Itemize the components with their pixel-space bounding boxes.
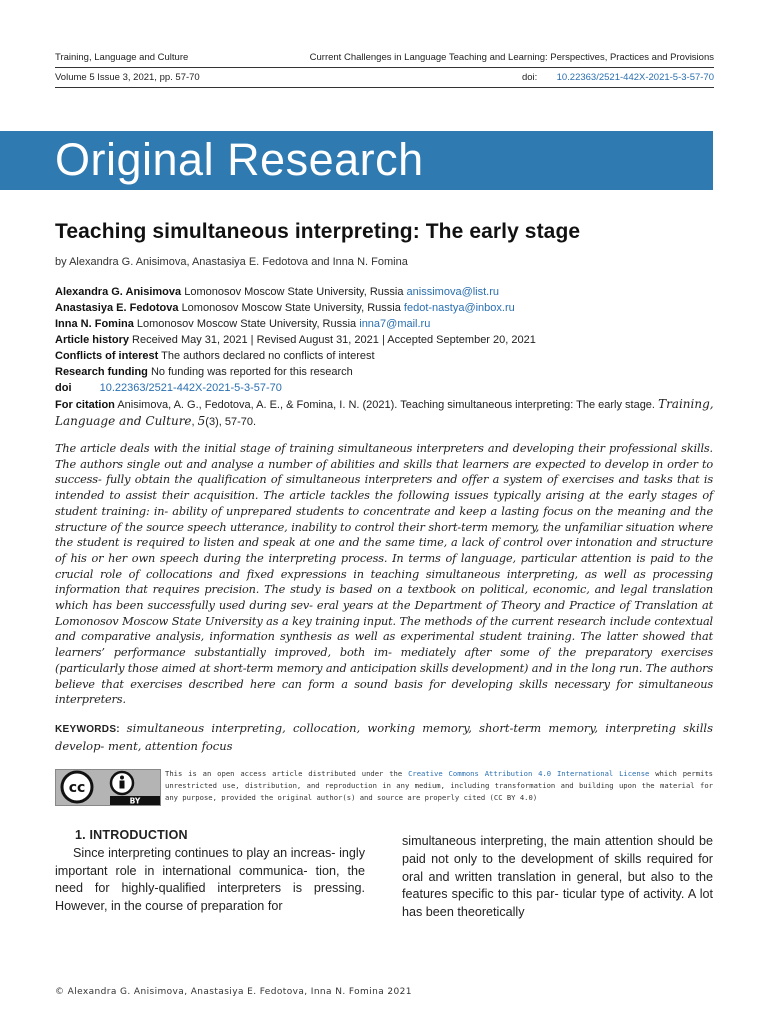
keywords-text: simultaneous interpreting, collocation, working memory, short-term memory, interpreting skills develop- ment, attention focus bbox=[55, 721, 713, 753]
funding-row bbox=[55, 364, 715, 380]
header-doi bbox=[522, 72, 714, 83]
conflicts-row bbox=[55, 348, 715, 364]
cc-by-logo bbox=[56, 770, 160, 805]
doi-row bbox=[55, 380, 715, 396]
citation-text: Anisimova, A. G., Fedotova, A. E., & Fomina, I. N. (2021). Teaching simultaneous interpreting: The early stage. bbox=[117, 399, 655, 411]
license-text bbox=[165, 768, 713, 804]
author-affiliation: Lomonosov Moscow State University, Russia bbox=[181, 302, 401, 314]
header-divider-bottom bbox=[55, 87, 714, 88]
keywords-label: KEYWORDS: bbox=[55, 724, 120, 735]
history-label: Article history bbox=[55, 334, 129, 346]
section-heading: 1. INTRODUCTION bbox=[75, 828, 188, 842]
body-paragraph: Since interpreting continues to play an increas- ingly important role in international communica- tion, the need for highly-qualified interpreters is pressing. However, in the course of preparation for bbox=[55, 845, 365, 914]
keywords-block bbox=[55, 720, 713, 755]
citation-row: For citation Anisimova, A. G., Fedotova, A. E., & Fomina, I. N. (2021). Teaching simultaneous interpreting: The early stage. Training, Language and Culture, 5(3), 57-70. bbox=[55, 397, 714, 428]
cc-by-license-badge[interactable] bbox=[55, 769, 161, 806]
author-name: Anastasiya E. Fedotova bbox=[55, 302, 179, 314]
author-email-link[interactable]: inna7@mail.ru bbox=[359, 318, 431, 330]
license-link[interactable]: Creative Commons Attribution 4.0 International License bbox=[408, 769, 650, 778]
journal-name: Training, Language and Culture bbox=[55, 52, 189, 63]
citation-pages: (3), 57-70. bbox=[205, 416, 257, 428]
by-badge-text: BY bbox=[129, 796, 141, 805]
author-row bbox=[55, 300, 715, 316]
header-doi-link[interactable]: 10.22363/2521-442X-2021-5-3-57-70 bbox=[556, 72, 714, 83]
author-name: Alexandra G. Anisimova bbox=[55, 286, 182, 298]
issue-title: Current Challenges in Language Teaching and Learning: Perspectives, Practices and Provisions bbox=[309, 52, 714, 63]
author-affiliation: Lomonosov Moscow State University, Russia bbox=[136, 318, 357, 330]
body-column-left bbox=[55, 827, 365, 916]
doi-link[interactable]: 10.22363/2521-442X-2021-5-3-57-70 bbox=[99, 382, 282, 394]
author-affiliations bbox=[55, 284, 715, 430]
funding-label: Research funding bbox=[55, 366, 148, 378]
article-byline: by Alexandra G. Anisimova, Anastasiya E. Fedotova and Inna N. Fomina bbox=[55, 256, 408, 268]
cc-badge-text: cc bbox=[68, 780, 86, 796]
abstract-text: The article deals with the initial stage of training simultaneous interpreters and developing their professional skills. The authors single out and analyse a number of abilities and skills that learners are expected to develop in order to success- fully obtain the qualification of simultaneous interpreters and offer a system of exercises and tasks that is intended to assist their acquisition. The article tackles the following issues typically arising at the early stages of student training: in- ability of unprepared students to concentrate and keep a lasting focus on the meaning and the structure of the source speech utterance, inability to control their short-term memory, the unfamiliar situation where the student is required to listen and speak at one and the same time, a lack of control over intonation and structure of his or her own speech during the interpreting process. In terms of language, particular attention is paid to the crucial role of collocations and fixed expressions in teaching simultaneous interpreting, as well as processing information that requires precision. The study is based on a textbook on political, economic, and legal translation which has been successfully used during sev- eral years at the Department of Theory and Practice of Translation at Lomonosov Moscow State University as a key training input. The methods of the current research include contextual and comparative analysis, information synthesis as well as experimental student training. The latter showed that learners’ performance substantially improved, both im- mediately after some of the preparatory exercises (particularly those aimed at short-term memory and anticipation skills development) and in the long run. The authors believe that exercises described here can form a sound basis for developing skills necessary for simultaneous interpreters. bbox=[55, 442, 713, 707]
volume-info: Volume 5 Issue 3, 2021, pp. 57-70 bbox=[55, 72, 200, 83]
header-doi-label: doi: bbox=[521, 72, 538, 83]
article-history-row bbox=[55, 332, 715, 348]
author-row bbox=[55, 316, 715, 332]
body-paragraph: simultaneous interpreting, the main attention should be paid not only to the development of skills required for oral and written translation in general, but also to the features specific to this par- ticular type of activity. A lot has been theoretically bbox=[402, 834, 713, 920]
article-title: Teaching simultaneous interpreting: The early stage bbox=[55, 220, 581, 243]
body-column-right bbox=[402, 833, 713, 922]
license-text-before: This is an open access article distributed under the bbox=[165, 769, 403, 778]
author-affiliation: Lomonosov Moscow State University, Russia bbox=[184, 286, 404, 298]
citation-label: For citation bbox=[55, 399, 115, 411]
header-divider bbox=[55, 67, 714, 68]
author-row bbox=[55, 284, 715, 300]
citation-volume: 5 bbox=[197, 414, 206, 428]
citation-journal: Training, Language and Culture bbox=[55, 397, 714, 428]
funding-value: No funding was reported for this research bbox=[150, 366, 353, 378]
author-name: Inna N. Fomina bbox=[55, 318, 134, 330]
author-email-link[interactable]: fedot-nastya@inbox.ru bbox=[403, 302, 515, 314]
copyright-footer: © Alexandra G. Anisimova, Anastasiya E. Fedotova, Inna N. Fomina 2021 bbox=[55, 987, 412, 997]
banner-label: Original Research bbox=[55, 134, 424, 185]
conflicts-label: Conflicts of interest bbox=[55, 350, 159, 362]
author-email-link[interactable]: anissimova@list.ru bbox=[406, 286, 500, 298]
doi-label: doi bbox=[55, 382, 72, 394]
history-value: Received May 31, 2021 | Revised August 31, 2021 | Accepted September 20, 2021 bbox=[132, 334, 536, 346]
license-text-after: which permits unrestricted use, distribution, and reproduction in any medium, including transformation and building upon the material for any purpose, provided the original author(s) and source are properly cited (CC BY 4.0) bbox=[165, 769, 714, 802]
conflicts-value: The authors declared no conflicts of interest bbox=[161, 350, 375, 362]
